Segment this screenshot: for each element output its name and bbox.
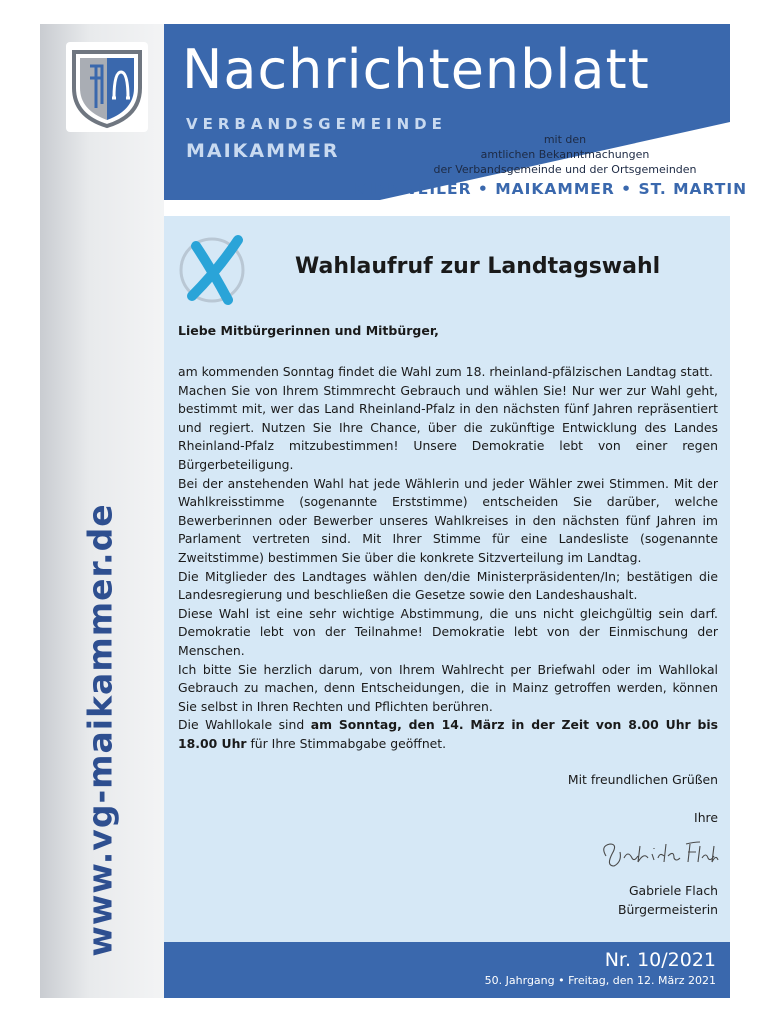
subtitle-line: amtlichen Bekanntmachungen xyxy=(480,148,650,161)
paragraph: Die Mitglieder des Landtages wählen den/die Ministerpräsidenten/In; bestätigen die Landesregierung und beschließen die Gesetze sowie den Landeshaushalt. xyxy=(178,568,718,603)
paragraph: Machen Sie von Ihrem Stimmrecht Gebrauch und wählen Sie! Nur wer zur Wahl geht, bestimmt mit, wer das Land Rheinland-Pfalz in den nächsten fünf Jahren repräsentiert und regiert. Nutzen Sie Ihre Chance, über die zukünftige Entwicklung des Landes Rheinland-Pfalz mitzubestimmen! Unsere Demokratie lebt von einer regen Bürgerbeteiligung. xyxy=(178,382,718,472)
polling-suffix: für Ihre Stimmabgabe geöffnet. xyxy=(246,735,447,751)
masthead-subtitle xyxy=(430,132,700,177)
paragraph: Diese Wahl ist eine sehr wichtige Abstimmung, die uns nicht gleichgültig sein darf. Demokratie lebt von der Teilnahme! Demokratie lebt von der Einmischung der Menschen. xyxy=(178,605,718,658)
website-url[interactable]: www.vg-maikammer.de xyxy=(80,503,120,957)
paragraph-polling-hours xyxy=(178,716,718,753)
closing-ihre: Ihre xyxy=(694,810,718,825)
handwritten-signature xyxy=(596,832,720,872)
subtitle-line: mit den xyxy=(543,133,587,146)
signer-title: Bürgermeisterin xyxy=(617,901,718,917)
subtitle-line: der Verbandsgemeinde und der Ortsgemeinden xyxy=(433,163,697,176)
closing-greeting: Mit freundlichen Grüßen xyxy=(567,772,718,787)
issue-number: Nr. 10/2021 xyxy=(604,949,716,971)
coat-of-arms-logo xyxy=(66,42,148,132)
paragraph: am kommenden Sonntag findet die Wahl zum 18. rheinland-pfälzischen Landtag statt. xyxy=(178,364,713,379)
polling-prefix: Die Wahllokale sind xyxy=(178,717,311,733)
member-towns: KIRRWEILER • MAIKAMMER • ST. MARTIN xyxy=(354,180,748,198)
paragraph: Bei der anstehenden Wahl hat jede Wählerin und jeder Wähler zwei Stimmen. Mit der Wahlkreisstimme (sogenannte Erststimme) entscheiden Sie darüber, welche Bewerberinnen oder Bewerber unseres Wahlkreises in den nächsten fünf Jahren im Parlament vertreten sind. Mit Ihrer Stimme für eine Landesliste (sogenannte Zweitstimme) bestimmen Sie über die konkrete Sitzverteilung im Landtag. xyxy=(178,475,718,565)
masthead-title: Nachrichtenblatt xyxy=(182,38,650,101)
masthead-org-line1: VERBANDSGEMEINDE xyxy=(186,115,447,133)
masthead-org-line2: MAIKAMMER xyxy=(186,140,340,162)
paragraph: Ich bitte Sie herzlich darum, von Ihrem Wahlrecht per Briefwahl oder im Wahllokal Gebrauch zu machen, denn Entscheidungen, die in Mainz getroffen werden, können Sie selbst in Ihren Rechten und Pflichten berühren. xyxy=(178,661,718,714)
signer-block xyxy=(520,882,718,919)
issue-date-line: 50. Jahrgang • Freitag, den 12. März 2021 xyxy=(484,974,716,987)
salutation: Liebe Mitbürgerinnen und Mitbürger, xyxy=(178,323,439,338)
ballot-x-icon xyxy=(178,230,258,310)
article-body xyxy=(178,363,718,753)
article-headline: Wahlaufruf zur Landtagswahl xyxy=(295,254,661,279)
signer-name: Gabriele Flach xyxy=(628,883,718,898)
polling-time-bold: am Sonntag, den 14. März in der Zeit von 8.00 Uhr bis 18.00 Uhr xyxy=(178,717,719,751)
